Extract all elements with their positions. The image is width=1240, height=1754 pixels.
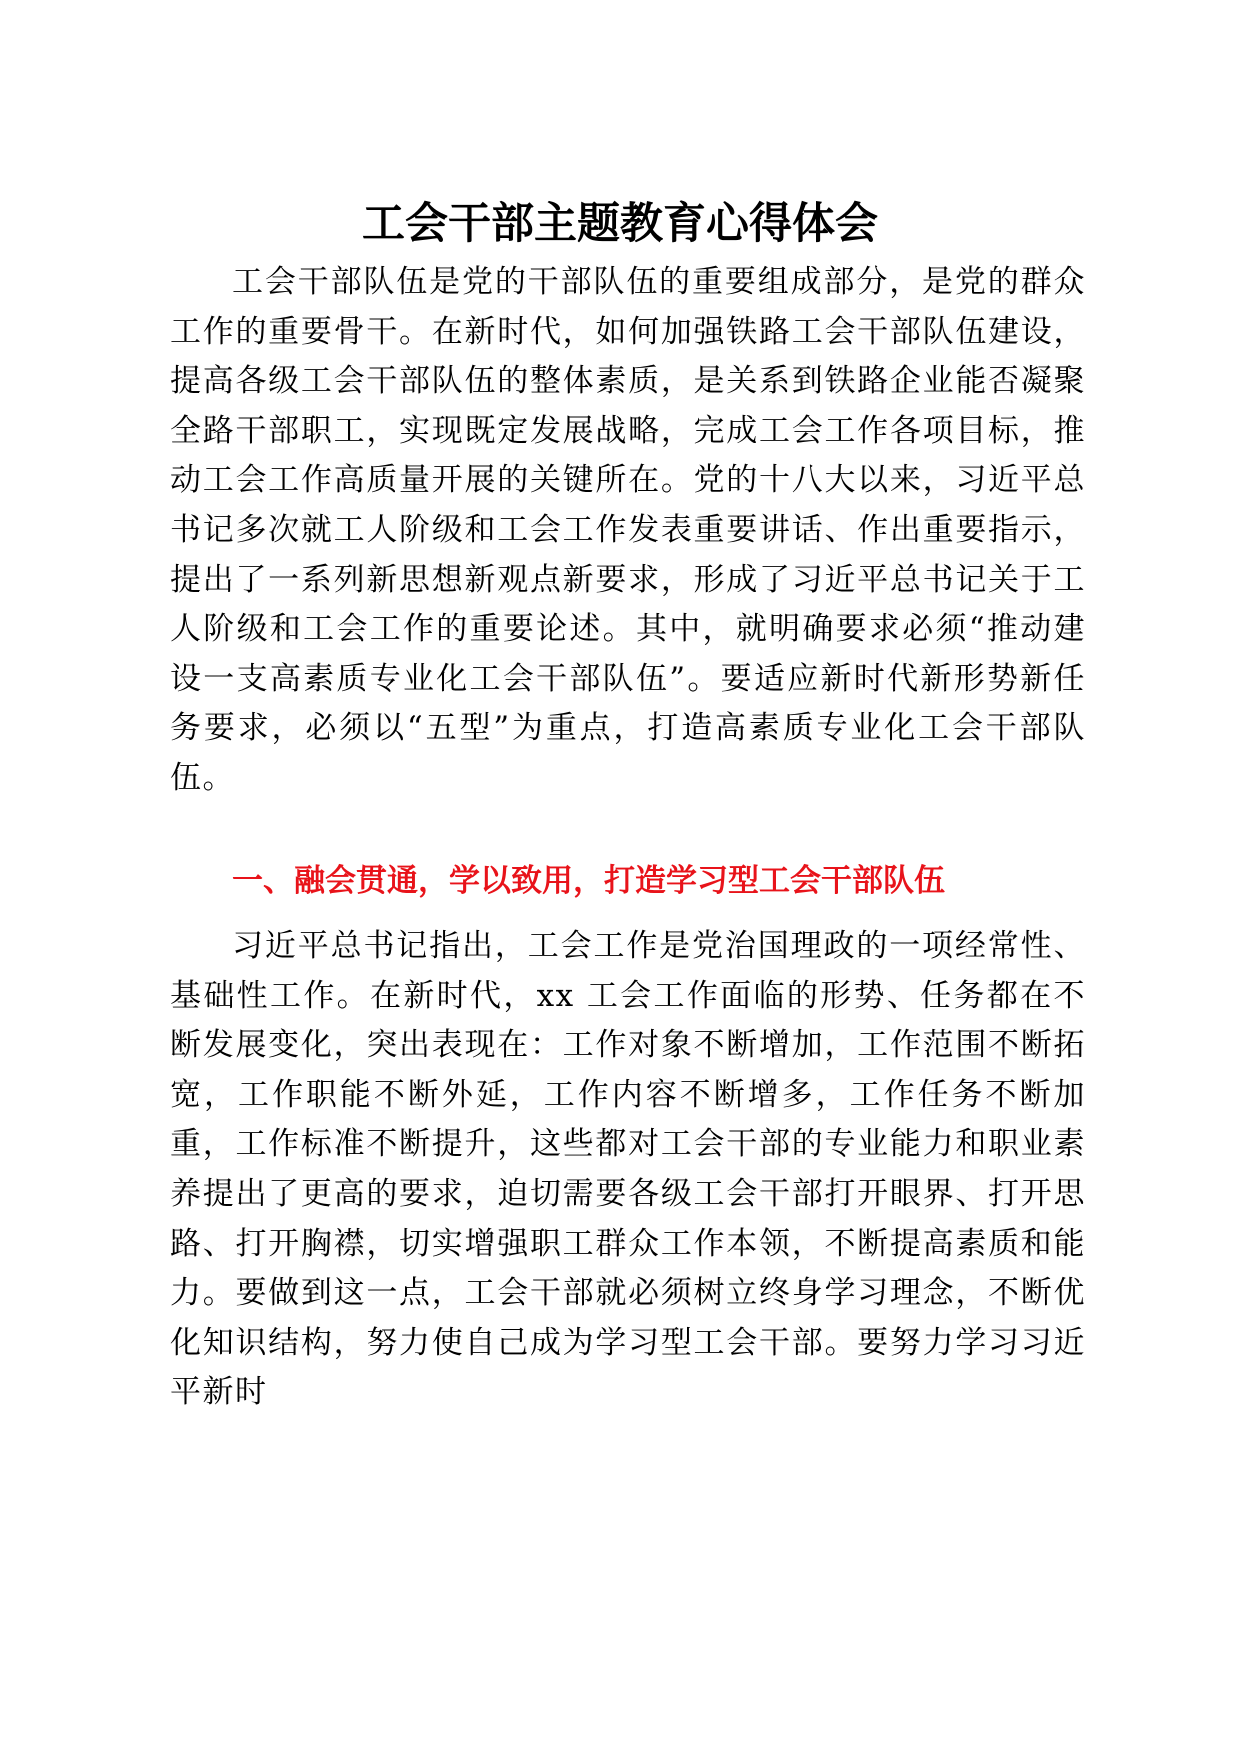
body-paragraph-section-1: 习近平总书记指出，工会工作是党治国理政的一项经常性、基础性工作。在新时代，xx 工会工作面临的形势、任务都在不断发展变化，突出表现在：工作对象不断增加，工作范围不断拓宽，工作职能不断外延，工作内容不断增多，工作任务不断加重，工作标准不断提升，这些都对工会干部的专业能力和职业素养提出了更高的要求，迫切需要各级工会干部打开眼界、打开思路、打开胸襟，切实增强职工群众工作本领，不断提高素质和能力。要做到这一点，工会干部就必须树立终身学习理念，不断优化知识结构，努力使自己成为学习型工会干部。要努力学习习近平新时: [170, 928, 1086, 1411]
section-heading-1: 一、融会贯通，学以致用，打造学习型工会干部队伍: [232, 863, 945, 899]
document-title: 工会干部主题教育心得体会: [362, 199, 878, 249]
body-paragraph-intro: 工会干部队伍是党的干部队伍的重要组成部分，是党的群众工作的重要骨干。在新时代，如何加强铁路工会干部队伍建设，提高各级工会干部队伍的整体素质，是关系到铁路企业能否凝聚全路干部职工，实现既定发展战略，完成工会工作各项目标，推动工会工作高质量开展的关键所在。党的十八大以来，习近平总书记多次就工人阶级和工会工作发表重要讲话、作出重要指示，提出了一系列新思想新观点新要求，形成了习近平总书记关于工人阶级和工会工作的重要论述。其中，就明确要求必须“推动建设一支高素质专业化工会干部队伍”。要适应新时代新形势新任务要求，必须以“五型”为重点，打造高素质专业化工会干部队伍。: [170, 264, 1086, 796]
